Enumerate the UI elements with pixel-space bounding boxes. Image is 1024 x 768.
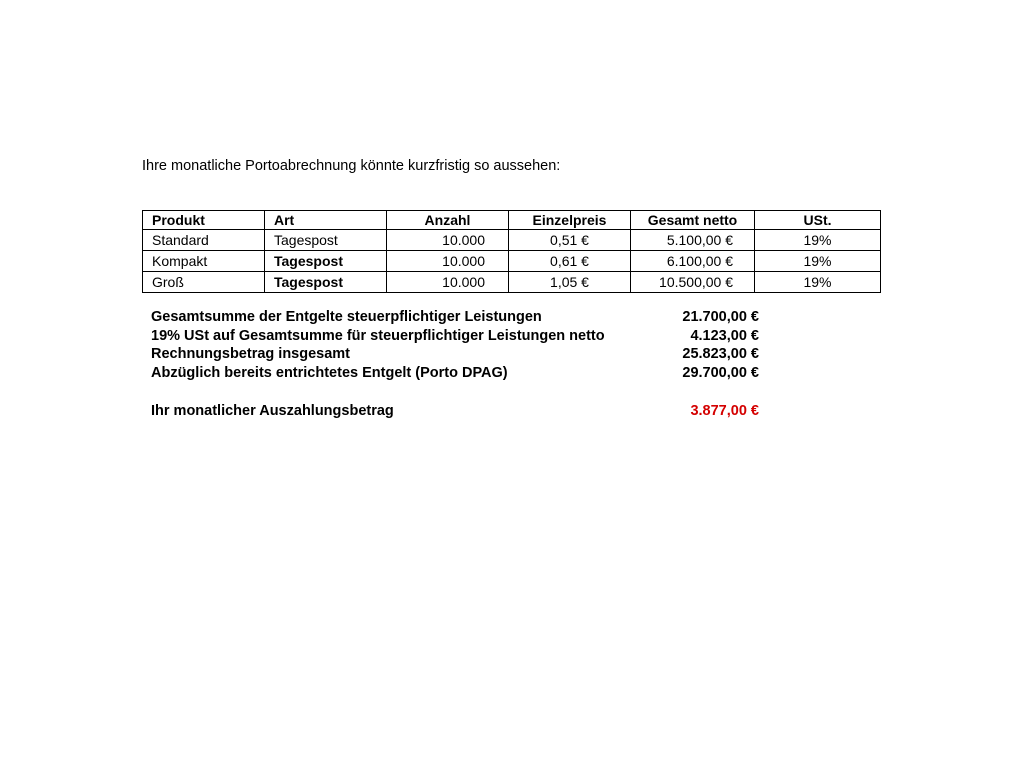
cell-ust: 19%: [755, 251, 881, 272]
table-row: [143, 230, 881, 251]
cell-gesamt-netto: 6.100,00 €: [631, 251, 755, 272]
header-einzelpreis: Einzelpreis: [509, 211, 631, 230]
cell-anzahl: 10.000: [387, 230, 509, 251]
cell-art: Tagespost: [265, 272, 387, 293]
table-row: [143, 251, 881, 272]
header-anzahl: Anzahl: [387, 211, 509, 230]
summary-value: 29.700,00 €: [682, 364, 759, 381]
summary-label: Gesamtsumme der Entgelte steuerpflichtiger Leistungen: [151, 309, 542, 325]
summary-block: [151, 308, 761, 421]
cell-anzahl: 10.000: [387, 251, 509, 272]
cell-einzelpreis: 0,61 €: [509, 251, 631, 272]
summary-value: 4.123,00 €: [690, 327, 759, 344]
cell-produkt: Groß: [143, 272, 265, 293]
summary-abzueglich: [151, 364, 761, 383]
header-gesamt-netto: Gesamt netto: [631, 211, 755, 230]
header-ust: USt.: [755, 211, 881, 230]
header-produkt: Produkt: [143, 211, 265, 230]
cell-art: Tagespost: [265, 251, 387, 272]
summary-value: 21.700,00 €: [682, 309, 759, 325]
payout-label: Ihr monatlicher Auszahlungsbetrag: [151, 403, 394, 420]
summary-gesamtsumme: [151, 308, 761, 327]
summary-rechnungsbetrag: [151, 345, 761, 364]
cell-produkt: Kompakt: [143, 251, 265, 272]
cell-ust: 19%: [755, 230, 881, 251]
summary-label: Abzüglich bereits entrichtetes Entgelt (Porto DPAG): [151, 364, 508, 381]
cell-produkt: Standard: [143, 230, 265, 251]
summary-ust: [151, 327, 761, 346]
cell-gesamt-netto: 5.100,00 €: [631, 230, 755, 251]
intro-text: Ihre monatliche Portoabrechnung könnte kurzfristig so aussehen:: [142, 158, 561, 174]
cell-gesamt-netto: 10.500,00 €: [631, 272, 755, 293]
cell-anzahl: 10.000: [387, 272, 509, 293]
header-art: Art: [265, 211, 387, 230]
cell-art: Tagespost: [265, 230, 387, 251]
table-header-row: [143, 211, 881, 230]
cell-einzelpreis: 1,05 €: [509, 272, 631, 293]
summary-label: Rechnungsbetrag insgesamt: [151, 346, 351, 363]
summary-label: 19% USt auf Gesamtsumme für steuerpflichtiger Leistungen netto: [151, 327, 605, 344]
summary-auszahlung: [151, 402, 761, 421]
summary-value: 25.823,00 €: [682, 346, 759, 363]
cell-ust: 19%: [755, 272, 881, 293]
cell-einzelpreis: 0,51 €: [509, 230, 631, 251]
payout-value: 3.877,00 €: [690, 403, 759, 420]
pricing-table: [142, 210, 881, 293]
table-row: [143, 272, 881, 293]
